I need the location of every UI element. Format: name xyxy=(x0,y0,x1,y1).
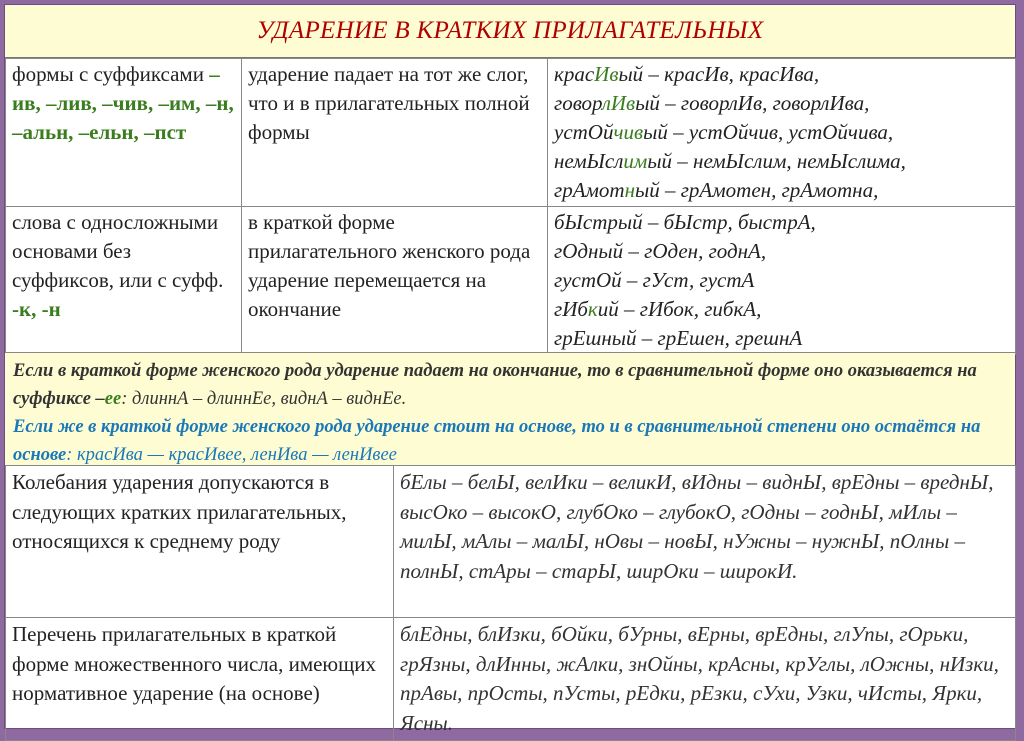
table-row xyxy=(6,207,1016,355)
example-line: красИвый – красИв, красИва, xyxy=(554,62,820,86)
table-row xyxy=(6,466,1016,618)
example-line: немЫслимый – немЫслим, немЫслима, xyxy=(554,149,906,173)
comparative-rule-box xyxy=(5,352,1015,466)
row1-category xyxy=(6,59,242,207)
stress-table-bottom xyxy=(5,465,1016,741)
row1-category-text: формы с суффиксами xyxy=(12,62,204,86)
stress-table-top xyxy=(5,58,1016,355)
row4-category: Перечень прилагательных в краткой форме множественного числа, имеющих нормативное ударение (на основе) xyxy=(6,618,394,741)
example-line: говорлИвый – говорлИв, говорлИва, xyxy=(554,91,870,115)
row3-category: Колебания ударения допускаются в следующих кратких прилагательных, относящихся к среднему роду xyxy=(6,466,394,618)
page-frame xyxy=(4,4,1016,735)
row1-rule: ударение падает на тот же слог, что и в прилагательных полной формы xyxy=(242,59,548,207)
example-line: грАмотный – грАмотен, грАмотна, xyxy=(554,178,879,202)
row2-examples xyxy=(548,207,1016,355)
row4-examples: блЕдны, блИзки, бОйки, бУрны, вЕрны, врЕдны, глУпы, гОрьки, грЯзны, длИнны, жАлки, знОйны, крАсны, крУглы, лОжны, нИзки, прАвы, прОсты, пУсты, рЕдки, рЕзки, сУхи, Узки, чИсты, Ярки, Ясны. xyxy=(394,618,1016,741)
row2-suffix-list: -к, -н xyxy=(12,297,61,321)
row2-rule: в краткой форме прилагательного женского рода ударение перемещается на окончание xyxy=(242,207,548,355)
example-line: гИбкий – гИбок, гибкА, xyxy=(554,297,762,321)
row1-suffix-list: –ив, –лив, –чив, –им, –н, –альн, –ельн, –пст xyxy=(12,62,234,144)
example-line: грЕшный – грЕшен, грешнА xyxy=(554,326,803,350)
row2-category xyxy=(6,207,242,355)
example-line: бЫстрый – бЫстр, быстрА, xyxy=(554,210,816,234)
rule-paragraph-2: Если же в краткой форме женского рода ударение стоит на основе, то и в сравнительной степени оно остаётся на основе: красИва — красИвее, ленИва — ленИвее xyxy=(13,417,981,465)
table-row xyxy=(6,59,1016,207)
example-line: гОдный – гОден, годнА, xyxy=(554,239,767,263)
row3-examples: бЕлы – белЫ, велИки – великИ, вИдны – виднЫ, врЕдны – вреднЫ, высОко – высокО, глубОко – глубокО, гОдны – годнЫ, мИлы – милЫ, мАлы – малЫ, нОвы – новЫ, нУжны – нужнЫ, пОлны – полнЫ, стАры – старЫ, ширОки – широкИ. xyxy=(394,466,1016,618)
table-row xyxy=(6,618,1016,741)
row1-examples xyxy=(548,59,1016,207)
page-title: УДАРЕНИЕ В КРАТКИХ ПРИЛАГАТЕЛЬНЫХ xyxy=(5,5,1015,58)
example-line: густОй – гУст, густА xyxy=(554,268,755,292)
example-line: устОйчивый – устОйчив, устОйчива, xyxy=(554,120,894,144)
rule-paragraph-1: Если в краткой форме женского рода ударение падает на окончание, то в сравнительной форме оно оказывается на суффиксе –ее: длиннА – длиннЕе, виднА – виднЕе. xyxy=(13,361,977,409)
row2-category-text: слова с односложными основами без суффиксов, или с суфф. xyxy=(12,210,224,292)
